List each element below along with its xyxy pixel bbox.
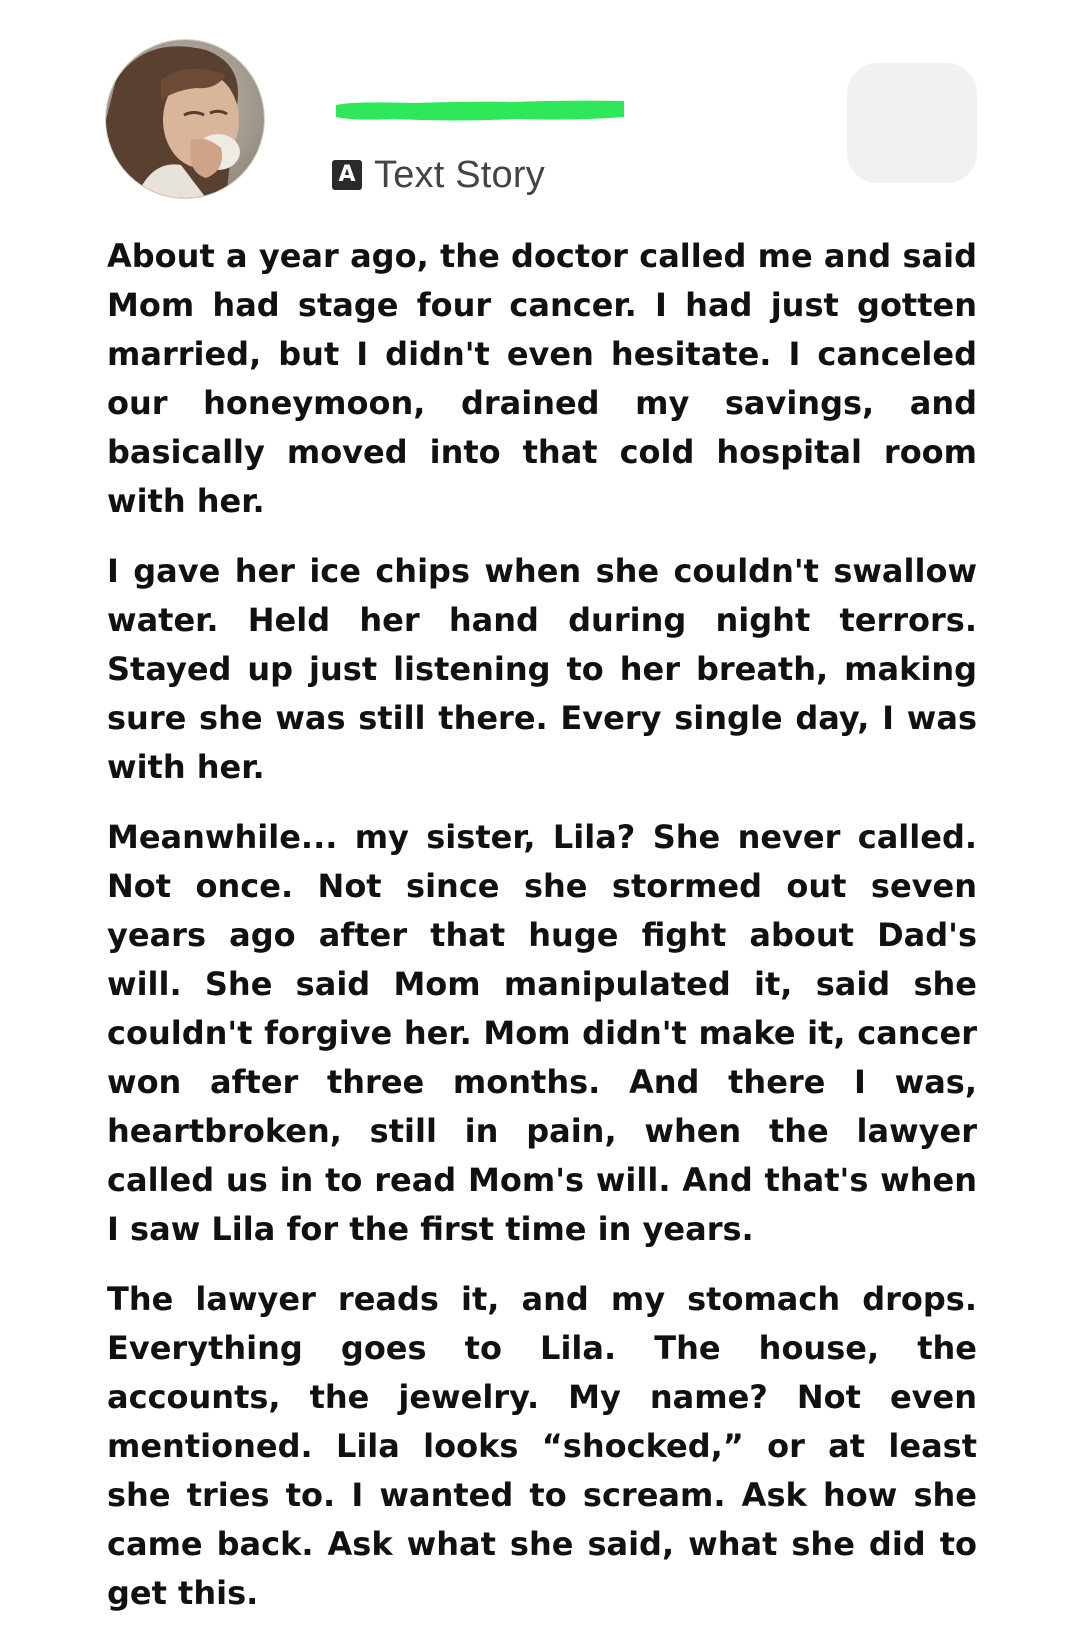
author-avatar xyxy=(106,40,264,198)
story-paragraph: Meanwhile... my sister, Lila? She never called. Not once. Not since she stormed out seven years ago after that huge fight about Dad's will. She said Mom manipulated it, said she couldn't forgive her. Mom didn't make it, cancer won after three months. And there I was, heartbroken, still in pain, when the lawyer called us in to read Mom's will. And that's when I saw Lila for the first time in years. xyxy=(107,818,977,1248)
story-type-tag xyxy=(332,152,545,198)
story-paragraph: I gave her ice chips when she couldn't swallow water. Held her hand during night terrors. Stayed up just listening to her breath, making sure she was still there. Every single day, I was with her. xyxy=(107,552,977,786)
text-story-icon-letter: A xyxy=(338,162,356,187)
story-paragraph: The lawyer reads it, and my stomach drops. Everything goes to Lila. The house, the accounts, the jewelry. My name? Not even mentioned. Lila looks “shocked,” or at least she tries to. I wanted to scream. Ask how she came back. Ask what she said, what she did to get this. xyxy=(107,1280,977,1612)
watermark-logo xyxy=(842,58,982,188)
crying-woman-photo xyxy=(106,40,264,198)
story-type-label: Text Story xyxy=(374,153,545,196)
story-header xyxy=(0,0,1080,220)
story-paragraph: About a year ago, the doctor called me and said Mom had stage four cancer. I had just gotten married, but I didn't even hesitate. I canceled our honeymoon, drained my savings, and basically moved into that cold hospital room with her. xyxy=(107,237,977,520)
username-redaction xyxy=(334,95,626,125)
story-body xyxy=(107,232,977,1639)
text-story-icon xyxy=(332,160,362,190)
